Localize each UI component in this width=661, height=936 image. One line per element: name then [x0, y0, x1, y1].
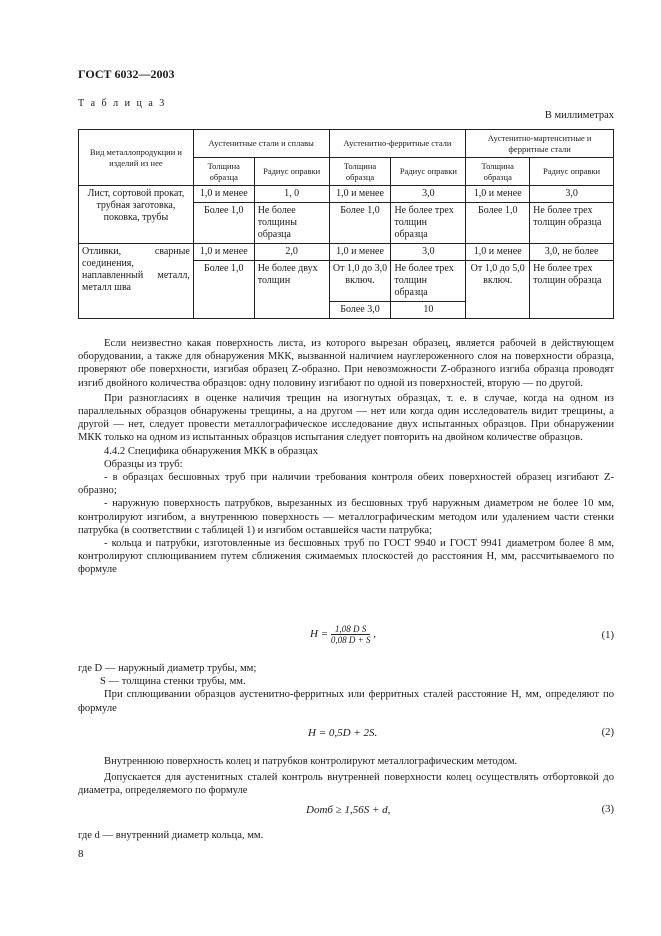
- table-cell: Более 1,0: [466, 203, 530, 244]
- table-cell: 1, 0: [254, 186, 329, 203]
- body-text-block-1: [78, 337, 614, 577]
- table-cell: 3,0, не более: [530, 244, 614, 261]
- table-cell: Не более трех толщин образца: [530, 261, 614, 319]
- table-cell: Не более толщины образца: [254, 203, 329, 244]
- table-cell: Более 3,0: [329, 302, 391, 319]
- table-cell: 1,0 и менее: [193, 186, 254, 203]
- definition-s: S — толщина стенки трубы, мм.: [100, 676, 246, 688]
- formula-tail: ,: [373, 628, 376, 641]
- sub-radius: Радиус оправки: [530, 158, 614, 186]
- table-cell: Не более трех толщин образца: [391, 261, 466, 302]
- row1-product: Лист, сортовой прокат, трубная заготовка, поковка, трубы: [79, 186, 194, 244]
- paragraph: - кольца и патрубки, изготовленные из бесшовных труб по ГОСТ 9940 и ГОСТ 9941 диаметром более 8 мм, контролируют сплющиванием путем сближения сжимаемых плоскостей до расстояния H, мм, рассчитываемого по формуле: [78, 538, 614, 576]
- formula-1-number: (1): [601, 630, 614, 641]
- col-product-header: Вид металлопродукции и изделий из нее: [79, 130, 194, 186]
- paragraph: Если неизвестно какая поверхность листа, из которого вырезан образец, является рабочей в действующем оборудовании, а также для обнаружения МКК, вызванной наличием науглероженного слоя на поверхности образца, проверяют обе поверхности, изгибая образец Z-образно. При невозможности Z-образного изгиба образца проводят изгиб двойного количества образцов: одну половину изгибают по одной из поверхностей, вторую — по другой.: [78, 338, 614, 389]
- paragraph: - наружную поверхность патрубков, вырезанных из бесшовных труб наружным диаметром не более 10 мм, контролируют изгибом, а внутреннюю поверхность — металлографическим методом или удалением части стенки патрубка (в соответствии с таблицей 1) и изгибом оставшейся части патрубка;: [78, 498, 614, 536]
- table-cell: 1,0 и менее: [466, 186, 530, 203]
- table-cell: Более 1,0: [329, 203, 391, 244]
- group-martensitic-ferritic: Аустенитно-мартенситные и ферритные стали: [466, 130, 614, 158]
- formula-3: Dотб ≥ 1,56S + d,: [306, 804, 391, 816]
- formula-1: [310, 624, 376, 645]
- row2-product: Отливки, сварные соединения, наплавленный металл, металл шва: [79, 244, 194, 319]
- table-cell: Более 1,0: [193, 203, 254, 244]
- table-cell: Не более трех толщин образца: [391, 203, 466, 244]
- table-cell: 1,0 и менее: [466, 244, 530, 261]
- formula-2: H = 0,5D + 2S.: [308, 727, 378, 739]
- table-cell: Более 1,0: [193, 261, 254, 319]
- sub-thickness: Толщина образца: [193, 158, 254, 186]
- table-cell: 10: [391, 302, 466, 319]
- formula-2-number: (2): [601, 727, 614, 738]
- body-text-block-2: [78, 755, 614, 798]
- table-cell: 3,0: [530, 186, 614, 203]
- sub-radius: Радиус оправки: [254, 158, 329, 186]
- paragraph: - в образцах бесшовных труб при наличии требования контроля обеих поверхностей образец изгибают Z-образно;: [78, 472, 614, 497]
- table-cell: 3,0: [391, 244, 466, 261]
- paragraph: При разногласиях в оценке наличия трещин на изогнутых образцах, т. е. в случае, когда на одном из параллельных образцов обнаружены трещины, а на другом — нет или когда один исследователь видит трещины, а другой — нет, следует провести металлографическое исследование двух испытанных образцов. При обнаружении МКК только на одном из испытанных образцов испытания следует повторить на двойном количестве образцов.: [78, 392, 614, 444]
- formula-3-number: (3): [601, 804, 614, 815]
- table-cell: От 1,0 до 5,0 включ.: [466, 261, 530, 319]
- where-block-2: [78, 829, 614, 842]
- section-heading: 4.4.2 Специфика обнаружения МКК в образцах: [104, 445, 318, 457]
- paragraph: Образцы из труб:: [104, 458, 183, 470]
- formula-numerator: 1,08 D S: [331, 624, 371, 635]
- table-cell: От 1,0 до 3,0 включ.: [329, 261, 391, 302]
- sub-thickness: Толщина образца: [329, 158, 391, 186]
- table-cell: 3,0: [391, 186, 466, 203]
- paragraph: Допускается для аустенитных сталей контроль внутренней поверхности колец осуществлять отбортовкой до диаметра, определяемого по формуле: [78, 772, 614, 797]
- table-cell: 1,0 и менее: [329, 244, 391, 261]
- sub-thickness: Толщина образца: [466, 158, 530, 186]
- table-cell: Не более двух толщин: [254, 261, 329, 319]
- paragraph: Внутреннюю поверхность колец и патрубков контролируют металлографическим методом.: [104, 756, 518, 767]
- table-units: В миллиметрах: [544, 110, 614, 121]
- table-cell: Не более трех толщин образца: [530, 203, 614, 244]
- formula-lhs: H =: [310, 628, 329, 641]
- table-cell: 1,0 и менее: [329, 186, 391, 203]
- document-header: ГОСТ 6032—2003: [78, 67, 175, 81]
- paragraph: При сплющивании образцов аустенитно-ферритных или ферритных сталей расстояние H, мм, определяют по формуле: [78, 689, 614, 714]
- definition-d: где D — наружный диаметр трубы, мм;: [78, 663, 257, 674]
- formula-denominator: 0,08 D + S: [330, 635, 371, 645]
- table-cell: 1,0 и менее: [193, 244, 254, 261]
- steel-bend-table: [78, 129, 614, 319]
- page-number: 8: [78, 848, 84, 860]
- definition-d-inner: где d — внутренний диаметр кольца, мм.: [78, 830, 264, 841]
- where-block-1: [78, 662, 614, 715]
- group-austenitic: Аустенитные стали и сплавы: [193, 130, 329, 158]
- group-austenitic-ferritic: Аустенитно-ферритные стали: [329, 130, 466, 158]
- table-caption: Т а б л и ц а 3: [78, 98, 167, 109]
- sub-radius: Радиус оправки: [391, 158, 466, 186]
- formula-fraction: [331, 624, 371, 645]
- table-cell: 2,0: [254, 244, 329, 261]
